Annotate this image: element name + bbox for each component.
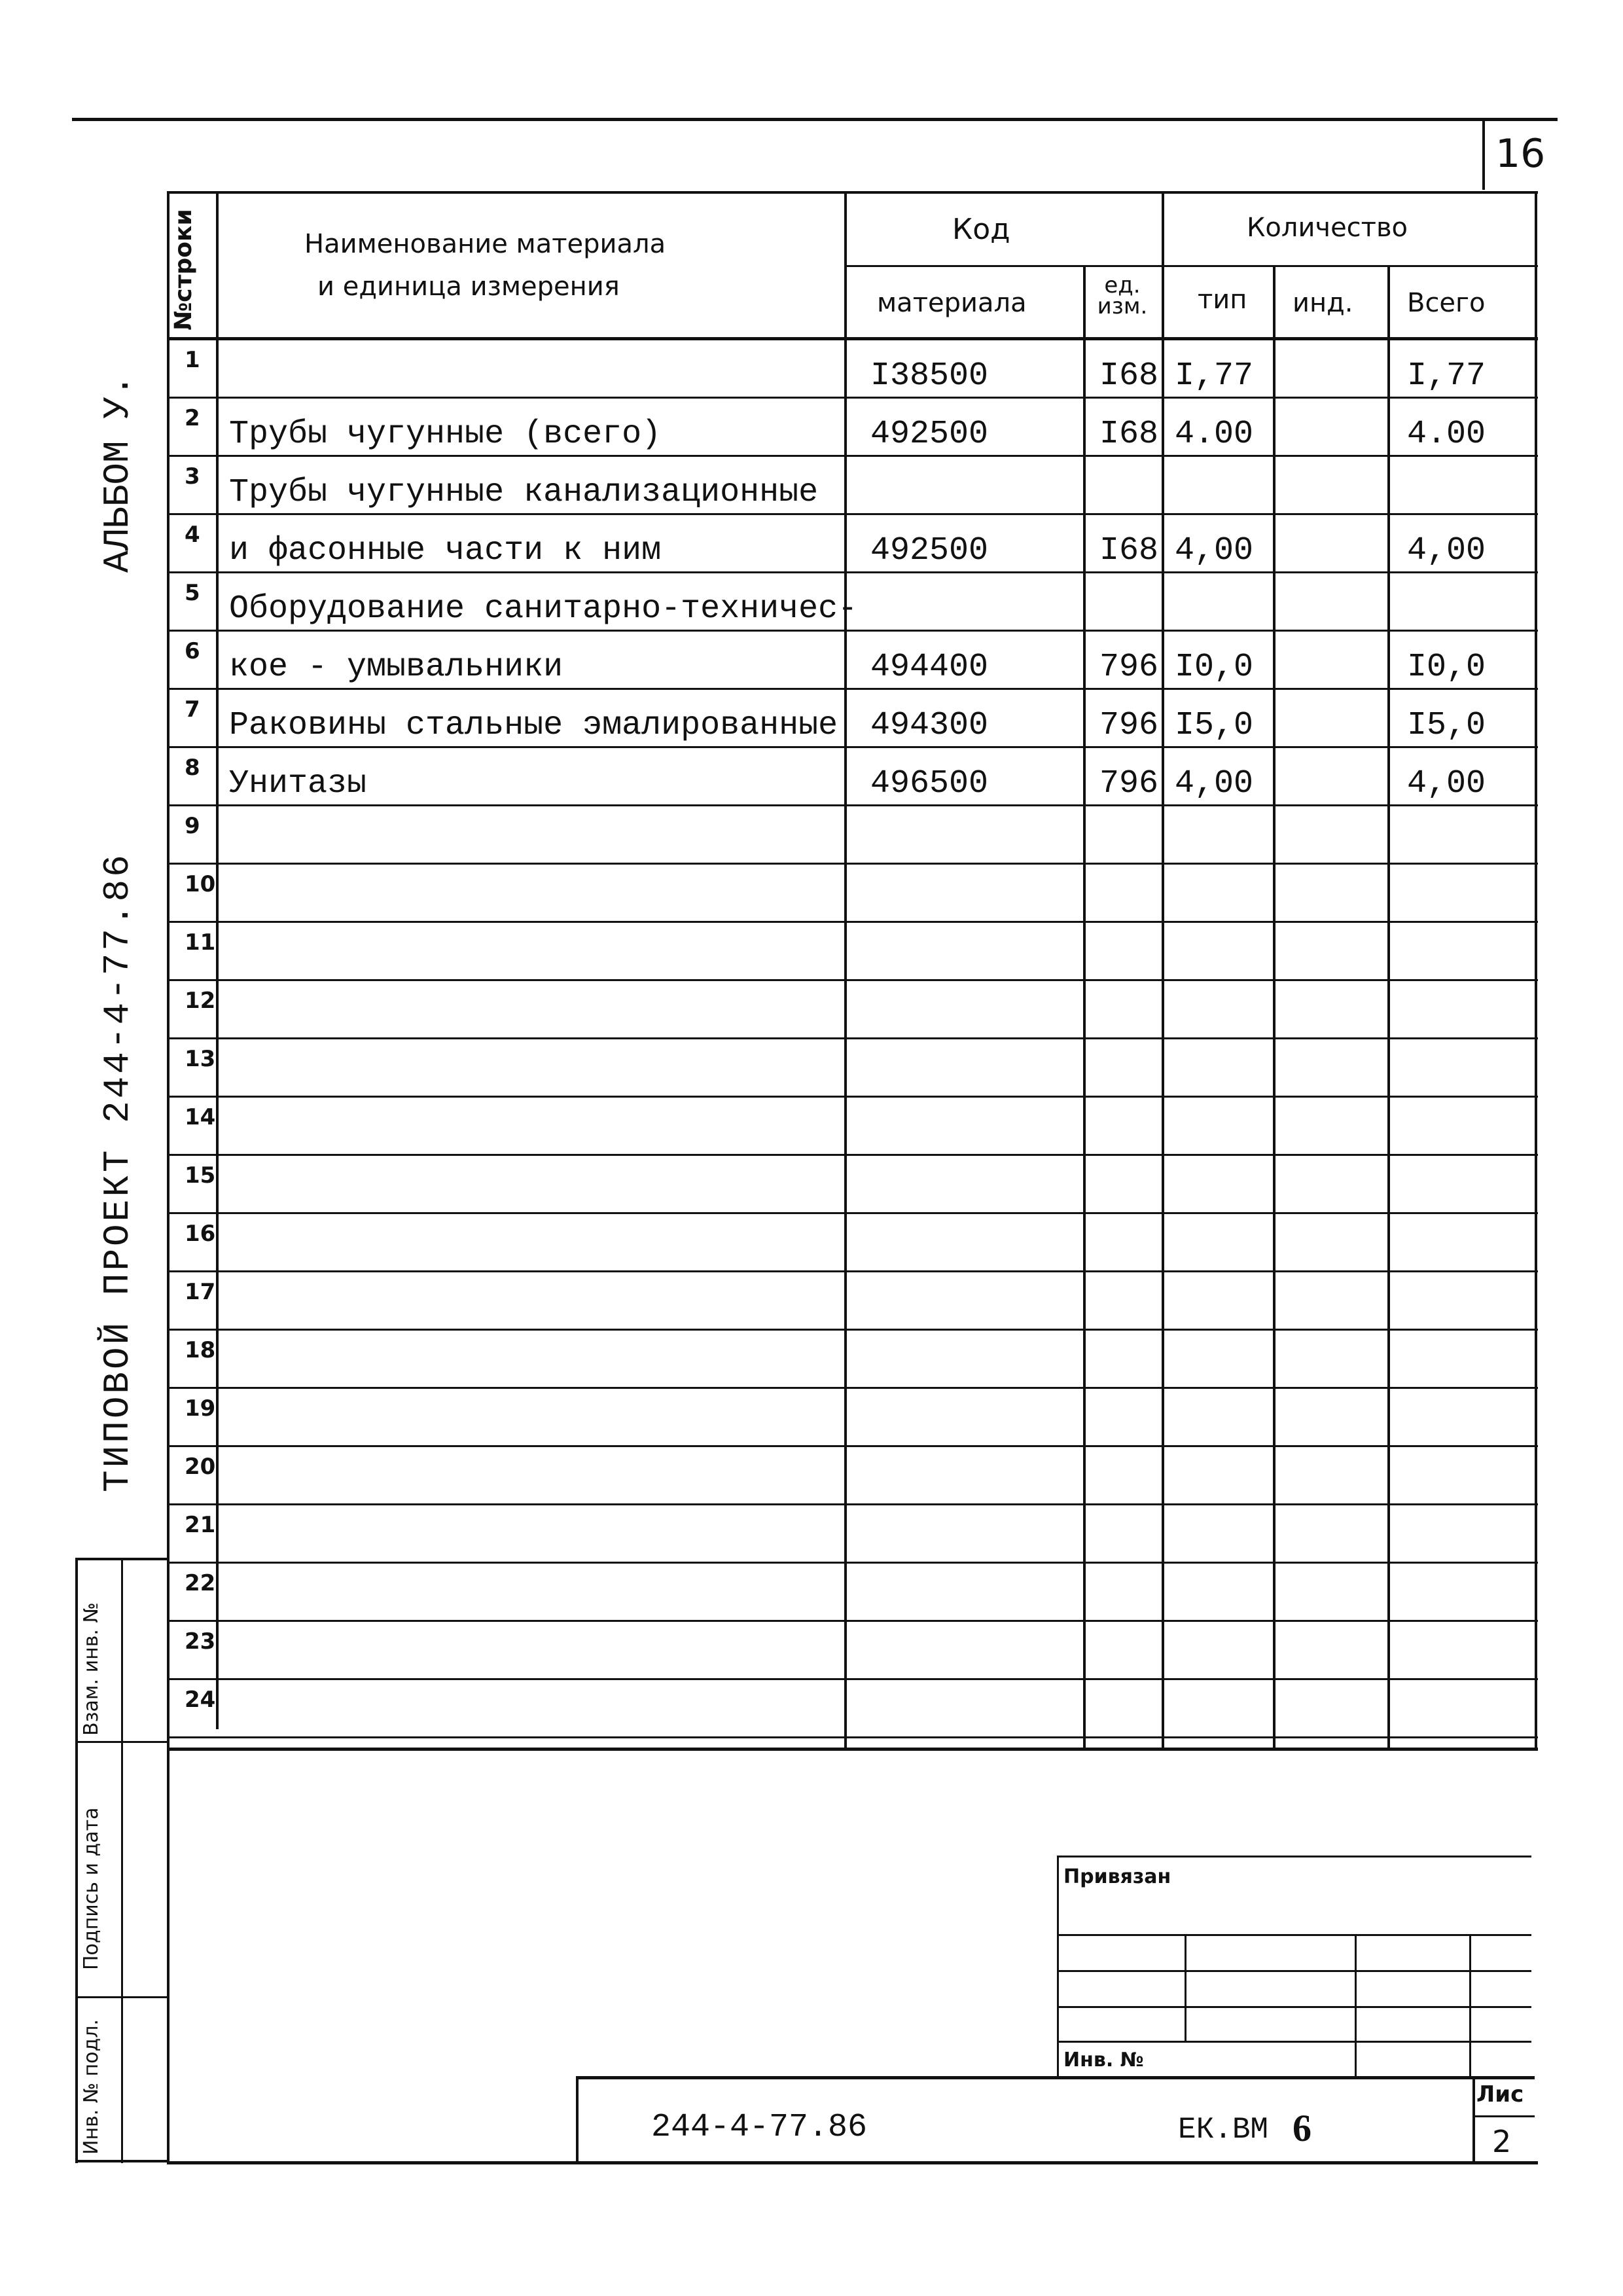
cell-unit: 796 [1099, 649, 1159, 686]
table-row-line [167, 1445, 1538, 1447]
cell-name: кое - умывальники [229, 649, 563, 686]
sheet-number: 2 [1492, 2124, 1512, 2159]
row-number: 17 [185, 1279, 216, 1305]
header-name-line1: Наименование материала [304, 229, 666, 259]
table-row-line [167, 1620, 1538, 1622]
table-row-line [167, 513, 1538, 515]
row-number: 10 [185, 871, 216, 897]
header-row-number: №строки [170, 209, 197, 331]
row-number: 5 [185, 580, 200, 606]
cell-name: Унитазы [229, 765, 367, 802]
tb-col-2 [1355, 1934, 1357, 2078]
stamp-sep-2 [75, 1996, 168, 1998]
table-row-line [167, 630, 1538, 632]
sheet-label: Лис [1476, 2081, 1524, 2108]
table-row-line [167, 1387, 1538, 1389]
col-code-border [1083, 265, 1086, 1749]
tb-line-1 [1057, 1934, 1531, 1936]
header-bottom-border [167, 337, 1538, 340]
project-label: ТИПОВОЙ ПРОЕКТ 244-4-77.86 [97, 852, 139, 1492]
stamp-bottom [75, 2160, 168, 2162]
cell-total: I0,0 [1407, 649, 1486, 686]
header-code-unit: ед. изм. [1097, 272, 1148, 320]
row-number: 12 [185, 988, 216, 1014]
row-number: 15 [185, 1162, 216, 1189]
page-number: 16 [1495, 131, 1546, 177]
sheet-box-divider [1472, 2115, 1535, 2117]
table-row-line [167, 1562, 1538, 1564]
cell-type: I,77 [1175, 357, 1254, 395]
row-number: 3 [185, 463, 200, 490]
cell-type: I5,0 [1175, 707, 1254, 744]
row-number: 19 [185, 1395, 216, 1422]
row-number: 11 [185, 929, 216, 956]
cell-unit: 796 [1099, 765, 1159, 802]
cell-type: 4,00 [1175, 765, 1254, 802]
tb-col-3 [1469, 1934, 1471, 2078]
table-row-line [167, 804, 1538, 806]
stamp-sep-1 [75, 1741, 168, 1743]
table-bottom-border [167, 1748, 1538, 1751]
cell-name: Раковины стальные эмалированные [229, 707, 838, 744]
table-row-line [167, 688, 1538, 690]
row-number: 23 [185, 1628, 216, 1655]
header-q-ind: инд. [1293, 288, 1353, 318]
row-number: 8 [185, 755, 200, 781]
cell-name: Оборудование санитарно-техничес- [229, 590, 858, 628]
stamp-top [75, 1558, 168, 1560]
doc-mark: ЕК.ВМ [1178, 2113, 1269, 2147]
header-quantity: Количество [1247, 213, 1408, 243]
row-number: 4 [185, 522, 200, 548]
doc-code: 244-4-77.86 [651, 2109, 868, 2146]
table-row-line [167, 1329, 1538, 1331]
row-number: 16 [185, 1221, 216, 1247]
album-label: АЛЬБОМ У. [97, 374, 139, 573]
header-q-type: тип [1198, 285, 1247, 315]
table-row-line [167, 1037, 1538, 1039]
col-rownum-border [216, 191, 219, 1729]
table-row-line [167, 1270, 1538, 1272]
tb-line-2 [1057, 1970, 1531, 1972]
row-number: 13 [185, 1046, 216, 1072]
row-number: 14 [185, 1104, 216, 1130]
col-unit-border [1162, 191, 1164, 1749]
row-number: 18 [185, 1337, 216, 1363]
cell-total: 4.00 [1407, 416, 1486, 453]
cell-unit: I68 [1099, 532, 1159, 569]
main-tb-top [576, 2076, 1535, 2079]
tb-line-3 [1057, 2006, 1531, 2008]
cell-name: Трубы чугунные (всего) [229, 416, 662, 453]
table-row-line [167, 1154, 1538, 1156]
table-row-line [167, 863, 1538, 865]
row-number: 20 [185, 1454, 216, 1480]
cell-type: 4,00 [1175, 532, 1254, 569]
cell-total: 4,00 [1407, 532, 1486, 569]
table-row-line [167, 979, 1538, 981]
cell-code: 492500 [870, 416, 989, 453]
cell-name: Трубы чугунные канализационные [229, 474, 819, 511]
table-top-border [167, 191, 1538, 194]
row-number: 9 [185, 813, 200, 839]
cell-unit: 796 [1099, 707, 1159, 744]
tb-left [1057, 1856, 1059, 2078]
header-code: Код [952, 213, 1010, 246]
table-row-line [167, 571, 1538, 573]
table-row-line [167, 1736, 1538, 1738]
col-left-border [167, 191, 169, 2162]
sheet-box-left [1472, 2076, 1475, 2163]
row-number: 6 [185, 638, 200, 664]
col-type-border [1273, 265, 1275, 1749]
table-row-line [167, 1096, 1538, 1098]
stamp-podpis-label: Подпись и дата [80, 1807, 103, 1970]
inv-no-label: Инв. № [1063, 2049, 1144, 2072]
table-row-line [167, 1503, 1538, 1505]
table-row-line [167, 746, 1538, 748]
cell-code: 492500 [870, 532, 989, 569]
cell-total: I,77 [1407, 357, 1486, 395]
cell-total: 4,00 [1407, 765, 1486, 802]
cell-unit: I68 [1099, 357, 1159, 395]
cell-type: 4.00 [1175, 416, 1254, 453]
header-code-material: материала [877, 288, 1027, 318]
header-sub-border [844, 265, 1538, 267]
col-name-border [844, 191, 847, 1749]
table-row-line [167, 1678, 1538, 1680]
row-number: 24 [185, 1687, 216, 1713]
row-number: 1 [185, 347, 200, 373]
tb-col-1 [1185, 1934, 1186, 2042]
row-number: 22 [185, 1570, 216, 1596]
tb-line-4 [1057, 2041, 1531, 2043]
main-tb-bottom [167, 2161, 1538, 2164]
row-number: 7 [185, 696, 200, 723]
stamp-inner-divider [121, 1558, 123, 2163]
col-right-border [1535, 191, 1537, 1749]
header-name-line2: и единица измерения [317, 272, 620, 302]
stamp-outer-left [75, 1558, 78, 2163]
col-ind-border [1387, 265, 1390, 1749]
top-rule [72, 118, 1558, 121]
table-row-line [167, 921, 1538, 923]
table-row-line [167, 1212, 1538, 1214]
doc-mark-number: 6 [1293, 2107, 1311, 2149]
table-row-line [167, 455, 1538, 457]
stamp-vzam-label: Взам. инв. № [80, 1602, 103, 1736]
cell-code: I38500 [870, 357, 989, 395]
table-row-line [167, 397, 1538, 399]
main-tb-left [576, 2076, 579, 2163]
cell-total: I5,0 [1407, 707, 1486, 744]
header-q-total: Всего [1407, 288, 1486, 318]
stamp-inv-label: Инв. № подл. [80, 2019, 103, 2155]
cell-unit: I68 [1099, 416, 1159, 453]
row-number: 2 [185, 405, 200, 431]
page-number-divider [1482, 118, 1485, 190]
cell-type: I0,0 [1175, 649, 1254, 686]
cell-code: 496500 [870, 765, 989, 802]
cell-name: и фасонные части к ним [229, 532, 662, 569]
cell-code: 494400 [870, 649, 989, 686]
cell-code: 494300 [870, 707, 989, 744]
tb-line-top [1057, 1856, 1531, 1857]
row-number: 21 [185, 1512, 216, 1538]
privyazan-label: Привязан [1063, 1865, 1171, 1888]
